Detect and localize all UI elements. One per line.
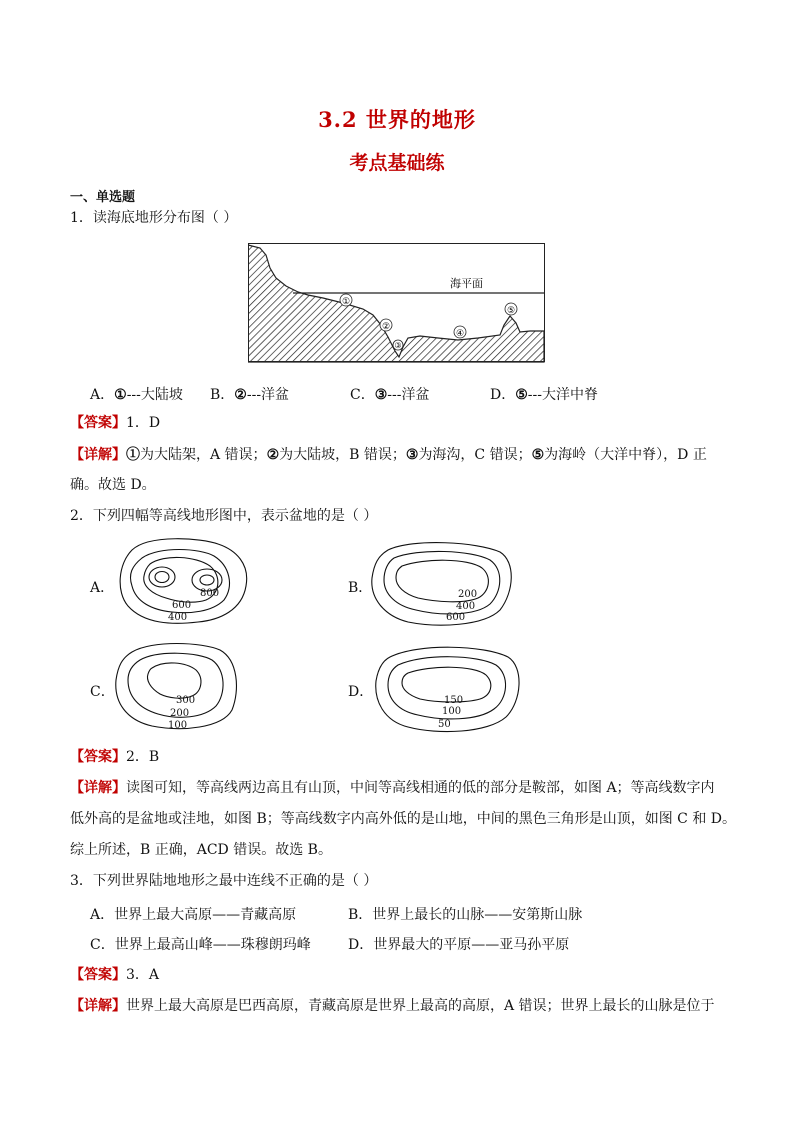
q2-option-d[interactable]: D．: [348, 684, 374, 700]
contour-map-d: [372, 645, 524, 735]
marker-2-label: ②: [381, 322, 391, 332]
q2-detail-line2: 低外高的是盆地或洼地，如图 B；等高线数字内高外低的是山地，中间的黑色三角形是山顶，如图 C 和 D。: [70, 811, 737, 827]
marker-5-label: ⑤: [506, 306, 516, 316]
seafloor-profile-figure: [248, 243, 546, 363]
page-title: 3.2 世界的地形: [318, 107, 476, 132]
q1-option-c[interactable]: C．③---洋盆: [350, 387, 430, 403]
contour-c-label-100: 100: [168, 720, 188, 731]
contour-a-label-400: 400: [168, 612, 188, 623]
contour-d-label-150: 150: [444, 695, 464, 706]
contour-map-b: [368, 540, 518, 630]
q2-answer: 【答案】2．B: [70, 749, 160, 765]
section-heading: 一、单选题: [70, 190, 136, 205]
q3-answer: 【答案】3．A: [70, 967, 160, 983]
contour-d-label-100: 100: [442, 706, 462, 717]
q3-option-d[interactable]: D．世界最大的平原——亚马孙平原: [348, 937, 570, 953]
contour-d-label-50: 50: [438, 719, 451, 730]
contour-map-c: [112, 640, 242, 735]
contour-c-label-300: 300: [176, 695, 196, 706]
q2-detail-line3: 综上所述，B 正确，ACD 错误。故选 B。: [70, 842, 332, 858]
contour-c-label-200: 200: [170, 708, 190, 719]
contour-b-label-400: 400: [456, 601, 476, 612]
q3-detail-line1: 【详解】世界上最大高原是巴西高原，青藏高原是世界上最高的高原，A 错误；世界上最长的山脉是位于: [70, 998, 715, 1014]
q1-detail-line1: 【详解】①为大陆架，A 错误；②为大陆坡，B 错误；③为海沟，C 错误；⑤为海岭（大洋中脊），D 正: [70, 447, 707, 463]
q2-option-a[interactable]: A．: [90, 580, 115, 596]
q2-detail-line1: 【详解】读图可知，等高线两边高且有山顶，中间等高线相通的低的部分是鞍部，如图 A；等高线数字内: [70, 780, 715, 796]
marker-1-label: ①: [341, 297, 351, 307]
q1-stem: 1．读海底地形分布图（ ）: [70, 210, 238, 226]
marker-3-label: ③: [394, 341, 402, 350]
contour-b-label-200: 200: [458, 589, 478, 600]
contour-a-label-600: 600: [172, 600, 192, 611]
q2-option-b[interactable]: B．: [348, 580, 373, 596]
q3-option-b[interactable]: B．世界上最长的山脉——安第斯山脉: [348, 907, 583, 923]
q1-option-a[interactable]: A．①---大陆坡: [90, 387, 183, 403]
q3-stem: 3．下列世界陆地地形之最中连线不正确的是（ ）: [70, 873, 378, 889]
q2-stem: 2．下列四幅等高线地形图中，表示盆地的是（ ）: [70, 508, 378, 524]
q1-option-b[interactable]: B．②---洋盆: [210, 387, 290, 403]
q1-answer: 【答案】1．D: [70, 415, 161, 431]
page-subtitle: 考点基础练: [349, 152, 445, 174]
contour-map-a: [114, 536, 254, 631]
contour-a-label-800: 800: [200, 588, 220, 599]
marker-4-label: ④: [455, 329, 465, 339]
q1-option-d[interactable]: D．⑤---大洋中脊: [490, 387, 598, 403]
contour-b-label-600: 600: [446, 612, 466, 623]
q3-option-c[interactable]: C．世界上最高山峰——珠穆朗玛峰: [90, 937, 311, 953]
q1-detail-line2: 确。故选 D。: [70, 477, 156, 493]
sea-level-label: 海平面: [450, 277, 483, 290]
q3-option-a[interactable]: A．世界上最大高原——青藏高原: [90, 907, 297, 923]
q2-option-c[interactable]: C．: [90, 684, 115, 700]
